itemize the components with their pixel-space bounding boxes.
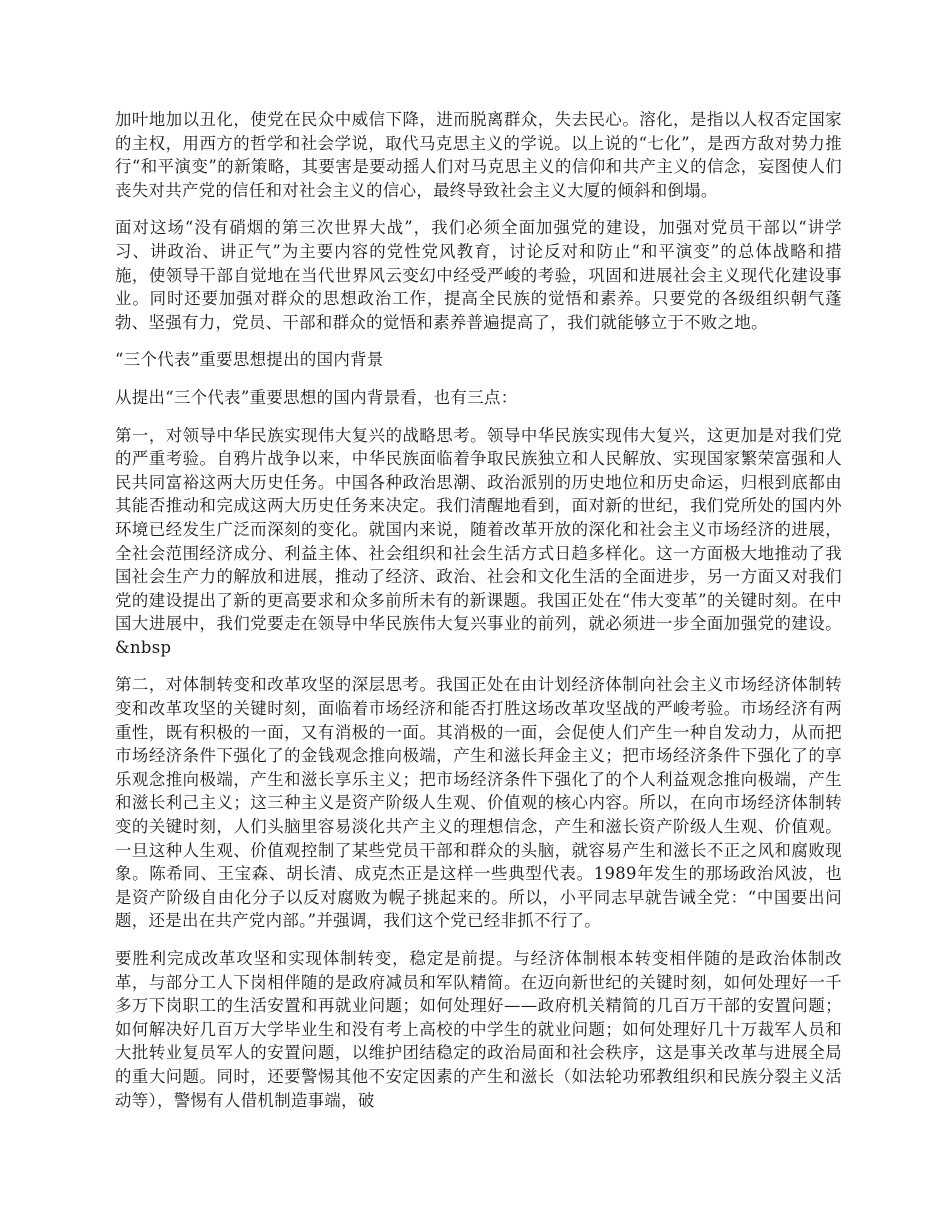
section-heading-domestic-background: “三个代表”重要思想提出的国内背景 <box>115 350 384 370</box>
paragraph-strengthen-party: 面对这场“没有硝烟的第三次世界大战”，我们必须全面加强党的建设，加强对党员干部以“讲学习、讲政治、讲正气”为主要内容的党性党风教育，讨论反对和防止“和平演变”的总体战略和措施，使领导干部自觉地在当代世界风云变幻中经受严峻的考验，巩固和进展社会主义现代化建设事业。同时还要加强对群众的思想政治工作，提高全民族的觉悟和素养。只要党的各级组织朝气蓬勃、坚强有力，党员、干部和群众的觉悟和素养普遍提高了，我们就能够立于不败之地。 <box>115 218 842 332</box>
paragraph-three-points: 从提出“三个代表”重要思想的国内背景看，也有三点： <box>115 387 518 407</box>
paragraph-intro-seven-changes: 加叶地加以丑化，使党在民众中威信下降，进而脱离群众，失去民心。溶化，是指以人权否定国家的主权，用西方的哲学和社会学说，取代马克思主义的学说。以上说的“七化”，是西方敌对势力推行“和平演变”的新策略，其要害是要动摇人们对马克思主义的信仰和共产主义的信念，妄图使人们丧失对共产党的信任和对社会主义的信心，最终导致社会主义大厦的倾斜和倒塌。 <box>115 110 842 200</box>
paragraph-stability: 要胜利完成改革攻坚和实现体制转变，稳定是前提。与经济体制根本转变相伴随的是政治体制改革，与部分工人下岗相伴随的是政府减员和军队精简。在迈向新世纪的关键时刻，如何处理好一千多万下岗职工的生活安置和再就业问题；如何处理好——政府机关精简的几百万干部的安置问题；如何解决好几百万大学毕业生和没有考上高校的中学生的就业问题；如何处理好几十万裁军人员和大批转业复员军人的安置问题，以维护团结稳定的政治局面和社会秩序，这是事关改革与进展全局的重大问题。同时，还要警惕其他不安定因素的产生和滋长（如法轮功邪教组织和民族分裂主义活动等），警惕有人借机制造事端，破 <box>115 949 842 1110</box>
document-body <box>115 108 842 1126</box>
paragraph-point-one: 第一，对领导中华民族实现伟大复兴的战略思考。领导中华民族实现伟大复兴，这更加是对我们党的严重考验。自鸦片战争以来，中华民族面临着争取民族独立和人民解放、实现国家繁荣富强和人民共同富裕这两大历史任务。中国各种政治思潮、政治派别的历史地位和历史命运，归根到底都由其能否推动和完成这两大历史任务来决定。我们清醒地看到，面对新的世纪，我们党所处的国内外环境已经发生广泛而深刻的变化。就国内来说，随着改革开放的深化和社会主义市场经济的进展，全社会范围经济成分、利益主体、社会组织和社会生活方式日趋多样化。这一方面极大地推动了我国社会生产力的解放和进展，推动了经济、政治、社会和文化生活的全面进步，另一方面又对我们党的建设提出了新的更高要求和众多前所未有的新课题。我国正处在“伟大变革”的关键时刻。在中国大进展中，我们党要走在领导中华民族伟大复兴事业的前列，就必须进一步全面加强党的建设。 &nbsp <box>115 425 842 657</box>
paragraph-point-two: 第二，对体制转变和改革攻坚的深层思考。我国正处在由计划经济体制向社会主义市场经济体制转变和改革攻坚的关键时刻，面临着市场经济和能否打胜这场改革攻坚战的严峻考验。市场经济有两重性，既有积极的一面，又有消极的一面。其消极的一面，会促使人们产生一种自发动力，从而把市场经济条件下强化了的金钱观念推向极端，产生和滋长拜金主义；把市场经济条件下强化了的享乐观念推向极端，产生和滋长享乐主义；把市场经济条件下强化了的个人利益观念推向极端，产生和滋长利己主义；这三种主义是资产阶级人生观、价值观的核心内容。所以，在向市场经济体制转变的关键时刻，人们头脑里容易淡化共产主义的理想信念，产生和滋长资产阶级人生观、价值观。一旦这种人生观、价值观控制了某些党员干部和群众的头脑，就容易产生和滋长不正之风和腐败现象。陈希同、王宝森、胡长清、成克杰正是这样一些典型代表。1989年发生的那场政治风波，也是资产阶级自由化分子以反对腐败为幌子挑起来的。所以，小平同志早就告诫全党：“中国要出问题，还是出在共产党内部。”并强调，我们这个党已经非抓不行了。 <box>115 675 842 931</box>
